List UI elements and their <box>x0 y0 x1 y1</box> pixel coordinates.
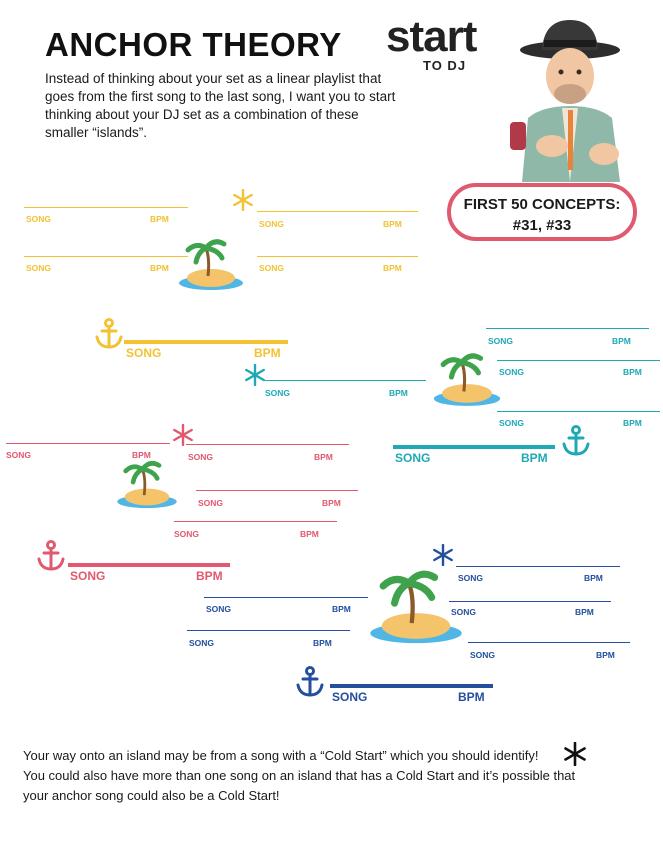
bpm-label: BPM <box>332 604 351 614</box>
song-label: SONG <box>488 336 514 346</box>
song-label: SONG <box>188 452 214 462</box>
song-label: SONG <box>265 388 291 398</box>
snowflake-icon <box>172 424 194 446</box>
song-label: SONG <box>126 346 162 360</box>
bpm-label: BPM <box>150 214 169 224</box>
song-label: SONG <box>499 367 525 377</box>
logo-main-text: start <box>386 12 477 61</box>
song-label: SONG <box>470 650 496 660</box>
bpm-label: BPM <box>383 263 402 273</box>
anchor-icon <box>94 318 124 350</box>
bpm-label: BPM <box>314 452 333 462</box>
bpm-label: BPM <box>596 650 615 660</box>
song-label: SONG <box>332 690 368 704</box>
dj-avatar-illustration <box>492 14 640 182</box>
palm-island-icon <box>178 236 244 292</box>
concepts-badge <box>447 183 637 241</box>
badge-line-2: #31, #33 <box>512 217 572 234</box>
snowflake-icon <box>244 364 266 386</box>
song-label: SONG <box>174 529 200 539</box>
bpm-label: BPM <box>150 263 169 273</box>
song-label: SONG <box>206 604 232 614</box>
snowflake-icon <box>232 189 254 211</box>
bpm-label: BPM <box>584 573 603 583</box>
song-label: SONG <box>6 450 32 460</box>
bpm-label: BPM <box>196 569 223 583</box>
snowflake-icon <box>563 742 587 766</box>
song-label: SONG <box>26 214 52 224</box>
start-to-dj-logo <box>386 12 508 76</box>
bpm-label: BPM <box>254 346 281 360</box>
bpm-label: BPM <box>132 450 151 460</box>
bpm-label: BPM <box>322 498 341 508</box>
bpm-label: BPM <box>521 451 548 465</box>
bpm-label: BPM <box>389 388 408 398</box>
page-title: ANCHOR THEORY <box>45 26 342 63</box>
song-label: SONG <box>458 573 484 583</box>
bpm-label: BPM <box>575 607 594 617</box>
song-label: SONG <box>198 498 224 508</box>
song-label: SONG <box>259 219 285 229</box>
footer-line-2: You could also have more than one song on an island that has a Cold Start and it’s possible that <box>23 768 576 783</box>
bpm-label: BPM <box>623 418 642 428</box>
palm-island-icon <box>432 350 502 408</box>
intro-paragraph: Instead of thinking about your set as a linear playlist that goes from the first song to the last song, I want you to start thinking about your DJ set as a combination of these smaller “islands”. <box>45 71 396 140</box>
song-label: SONG <box>26 263 52 273</box>
anchor-icon <box>295 666 325 698</box>
song-label: SONG <box>499 418 525 428</box>
bpm-label: BPM <box>313 638 332 648</box>
song-label: SONG <box>70 569 106 583</box>
bpm-label: BPM <box>612 336 631 346</box>
bpm-label: BPM <box>623 367 642 377</box>
song-label: SONG <box>189 638 215 648</box>
song-label: SONG <box>451 607 477 617</box>
footer-line-3: your anchor song could also be a Cold Start! <box>23 788 280 803</box>
song-label: SONG <box>259 263 285 273</box>
bpm-label: BPM <box>458 690 485 704</box>
footer-paragraph <box>23 746 633 806</box>
bpm-label: BPM <box>300 529 319 539</box>
logo-sub-text: TO DJ <box>423 58 467 73</box>
palm-island-icon <box>366 566 466 646</box>
song-label: SONG <box>395 451 431 465</box>
anchor-icon <box>36 540 66 572</box>
palm-island-icon <box>116 458 178 510</box>
badge-line-1: FIRST 50 CONCEPTS: <box>463 196 621 213</box>
bpm-label: BPM <box>383 219 402 229</box>
snowflake-icon <box>432 544 454 566</box>
anchor-icon <box>561 425 591 457</box>
footer-line-1: Your way onto an island may be from a song with a “Cold Start” which you should identify! <box>23 748 539 763</box>
